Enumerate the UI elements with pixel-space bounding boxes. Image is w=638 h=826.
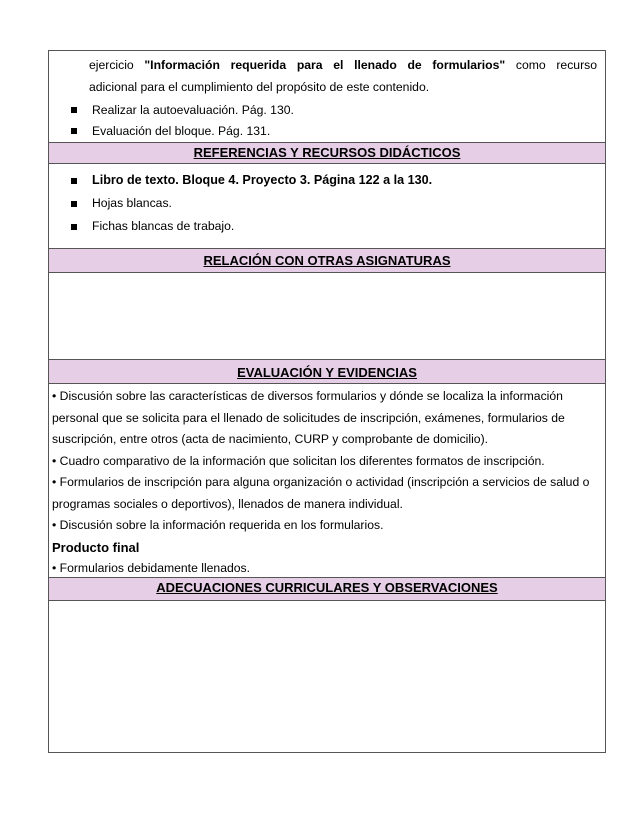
list-item-text: Evaluación del bloque. Pág. 131. [92, 123, 271, 138]
referencias-cell [49, 164, 605, 249]
square-bullet-icon [71, 128, 77, 134]
square-bullet-icon [71, 107, 77, 113]
list-item [71, 192, 605, 215]
section-heading-relacion: RELACIÓN CON OTRAS ASIGNATURAS [49, 249, 605, 273]
activity-after-text: como recurso [515, 58, 597, 72]
relacion-cell [49, 273, 605, 360]
product-final-item: • Formularios debidamente llenados. [52, 561, 251, 575]
evidence-paragraph: • Cuadro comparativo de la información que solicitan los diferentes formatos de inscripción. [52, 453, 545, 468]
list-item-text: Hojas blancas. [92, 196, 172, 210]
list-item [71, 100, 605, 121]
list-item [71, 121, 605, 142]
evaluacion-cell [49, 384, 605, 578]
referencias-list [49, 169, 605, 238]
section-heading-adecuaciones: ADECUACIONES CURRICULARES Y OBSERVACIONES [49, 578, 605, 601]
evidence-paragraph: • Discusión sobre la información requerida en los formularios. [52, 518, 384, 532]
planning-table [48, 50, 606, 753]
list-item [71, 169, 605, 192]
product-final-label: Producto final [52, 539, 140, 555]
evidence-paragraph: • Formularios de inscripción para alguna organización o actividad (inscripción a servicios de salud o programas sociales o deportivos), llenados de manera individual. [52, 475, 590, 511]
activities-continuation-cell [49, 51, 605, 143]
square-bullet-icon [71, 224, 77, 230]
section-heading-referencias: REFERENCIAS Y RECURSOS DIDÁCTICOS [49, 143, 605, 164]
list-item-text: Libro de texto. Bloque 4. Proyecto 3. Página 122 a la 130. [92, 173, 433, 187]
activity-bullet-list [49, 100, 605, 141]
activity-bold-title: "Información requerida para el llenado de formularios" [144, 58, 506, 72]
list-item-text: Fichas blancas de trabajo. [92, 219, 235, 233]
activity-line-1 [89, 54, 597, 76]
list-item [71, 215, 605, 238]
adecuaciones-cell [49, 601, 605, 752]
section-heading-evaluacion: EVALUACIÓN Y EVIDENCIAS [49, 360, 605, 384]
list-item-text: Realizar la autoevaluación. Pág. 130. [92, 103, 294, 117]
evidence-paragraph: • Discusión sobre las características de diversos formularios y dónde se localiza la información personal que se solicita para el llenado de solicitudes de inscripción, exámenes, formularios de suscripción, entre otros (acta de nacimiento, CURP y comprobante de domicilio). [52, 389, 565, 446]
square-bullet-icon [71, 178, 77, 184]
activity-line-2: adicional para el cumplimiento del propósito de este contenido. [89, 80, 430, 94]
activity-intro-text: ejercicio [89, 58, 134, 72]
square-bullet-icon [71, 201, 77, 207]
